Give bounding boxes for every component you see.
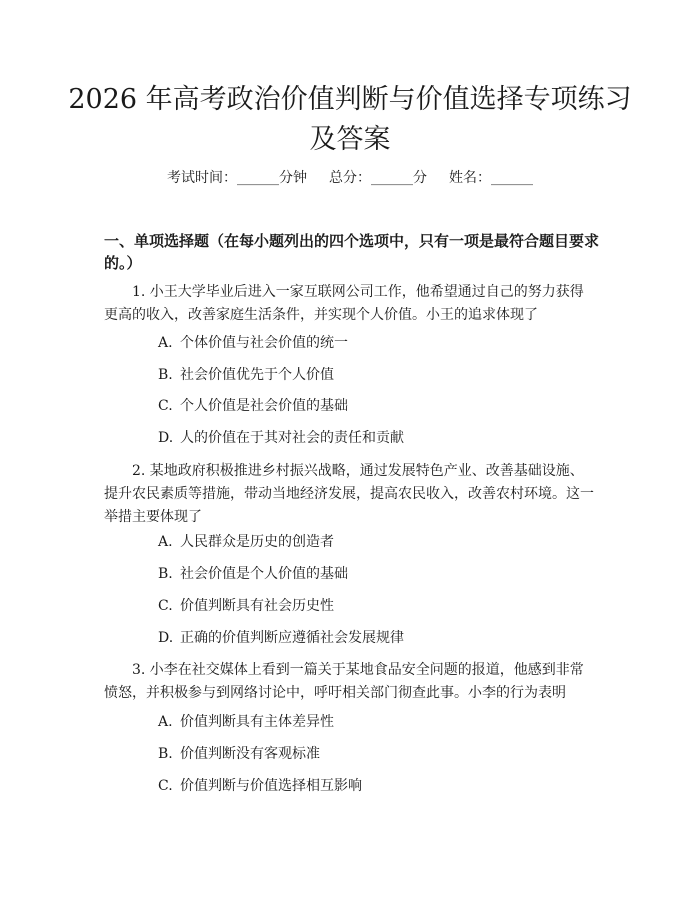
option-letter: B. xyxy=(158,367,173,383)
question-2-option-b xyxy=(158,564,598,584)
question-2-option-c xyxy=(158,596,598,616)
question-1-stem: 1. 小王大学毕业后进入一家互联网公司工作，他希望通过自己的努力获得更高的收入，改善家庭生活条件，并实现个人价值。小王的追求体现了 xyxy=(104,284,584,323)
question-2-option-d xyxy=(158,628,598,648)
option-text: 个人价值是社会价值的基础 xyxy=(180,398,348,414)
question-1-option-b xyxy=(158,365,598,385)
option-letter: A. xyxy=(158,714,173,730)
question-3-option-c xyxy=(158,776,598,796)
option-text: 价值判断与价值选择相互影响 xyxy=(180,778,362,794)
option-text: 社会价值是个人价值的基础 xyxy=(180,566,348,582)
question-3-option-b xyxy=(158,744,598,764)
option-letter: C. xyxy=(158,598,173,614)
option-letter: A. xyxy=(158,335,173,351)
section-heading: 一、单项选择题（在每小题列出的四个选项中，只有一项是最符合题目要求的。） xyxy=(104,232,600,272)
option-letter: C. xyxy=(158,778,173,794)
option-text: 人的价值在于其对社会的责任和贡献 xyxy=(180,430,404,446)
question-1-option-c xyxy=(158,396,598,416)
exam-total-score: 总分：______分 xyxy=(329,170,427,186)
question-2-option-a xyxy=(158,532,598,552)
option-letter: B. xyxy=(158,746,173,762)
option-text: 社会价值优先于个人价值 xyxy=(180,367,334,383)
option-text: 价值判断具有社会历史性 xyxy=(180,598,334,614)
option-letter: A. xyxy=(158,534,173,550)
option-text: 价值判断具有主体差异性 xyxy=(180,714,334,730)
option-text: 个体价值与社会价值的统一 xyxy=(180,335,348,351)
question-3-stem: 3. 小李在社交媒体上看到一篇关于某地食品安全问题的报道，他感到非常愤怒，并积极参与到网络讨论中，呼吁相关部门彻查此事。小李的行为表明 xyxy=(104,662,584,701)
student-name: 姓名：______ xyxy=(449,170,533,186)
question-1-option-a xyxy=(158,333,598,353)
option-text: 正确的价值判断应遵循社会发展规律 xyxy=(180,630,404,646)
exam-time: 考试时间：______分钟 xyxy=(167,170,307,186)
option-letter: B. xyxy=(158,566,173,582)
exam-meta xyxy=(0,168,700,188)
option-text: 价值判断没有客观标准 xyxy=(180,746,320,762)
option-letter: C. xyxy=(158,398,173,414)
question-1-option-d xyxy=(158,428,598,448)
option-text: 人民群众是历史的创造者 xyxy=(180,534,334,550)
question-2-stem: 2. 某地政府积极推进乡村振兴战略，通过发展特色产业、改善基础设施、提升农民素质等措施，带动当地经济发展，提高农民收入，改善农村环境。这一举措主要体现了 xyxy=(104,463,594,525)
document-title: 2026 年高考政治价值判断与价值选择专项练习及答案 xyxy=(68,84,632,155)
option-letter: D. xyxy=(158,430,174,446)
question-3-option-a xyxy=(158,712,598,732)
option-letter: D. xyxy=(158,630,174,646)
